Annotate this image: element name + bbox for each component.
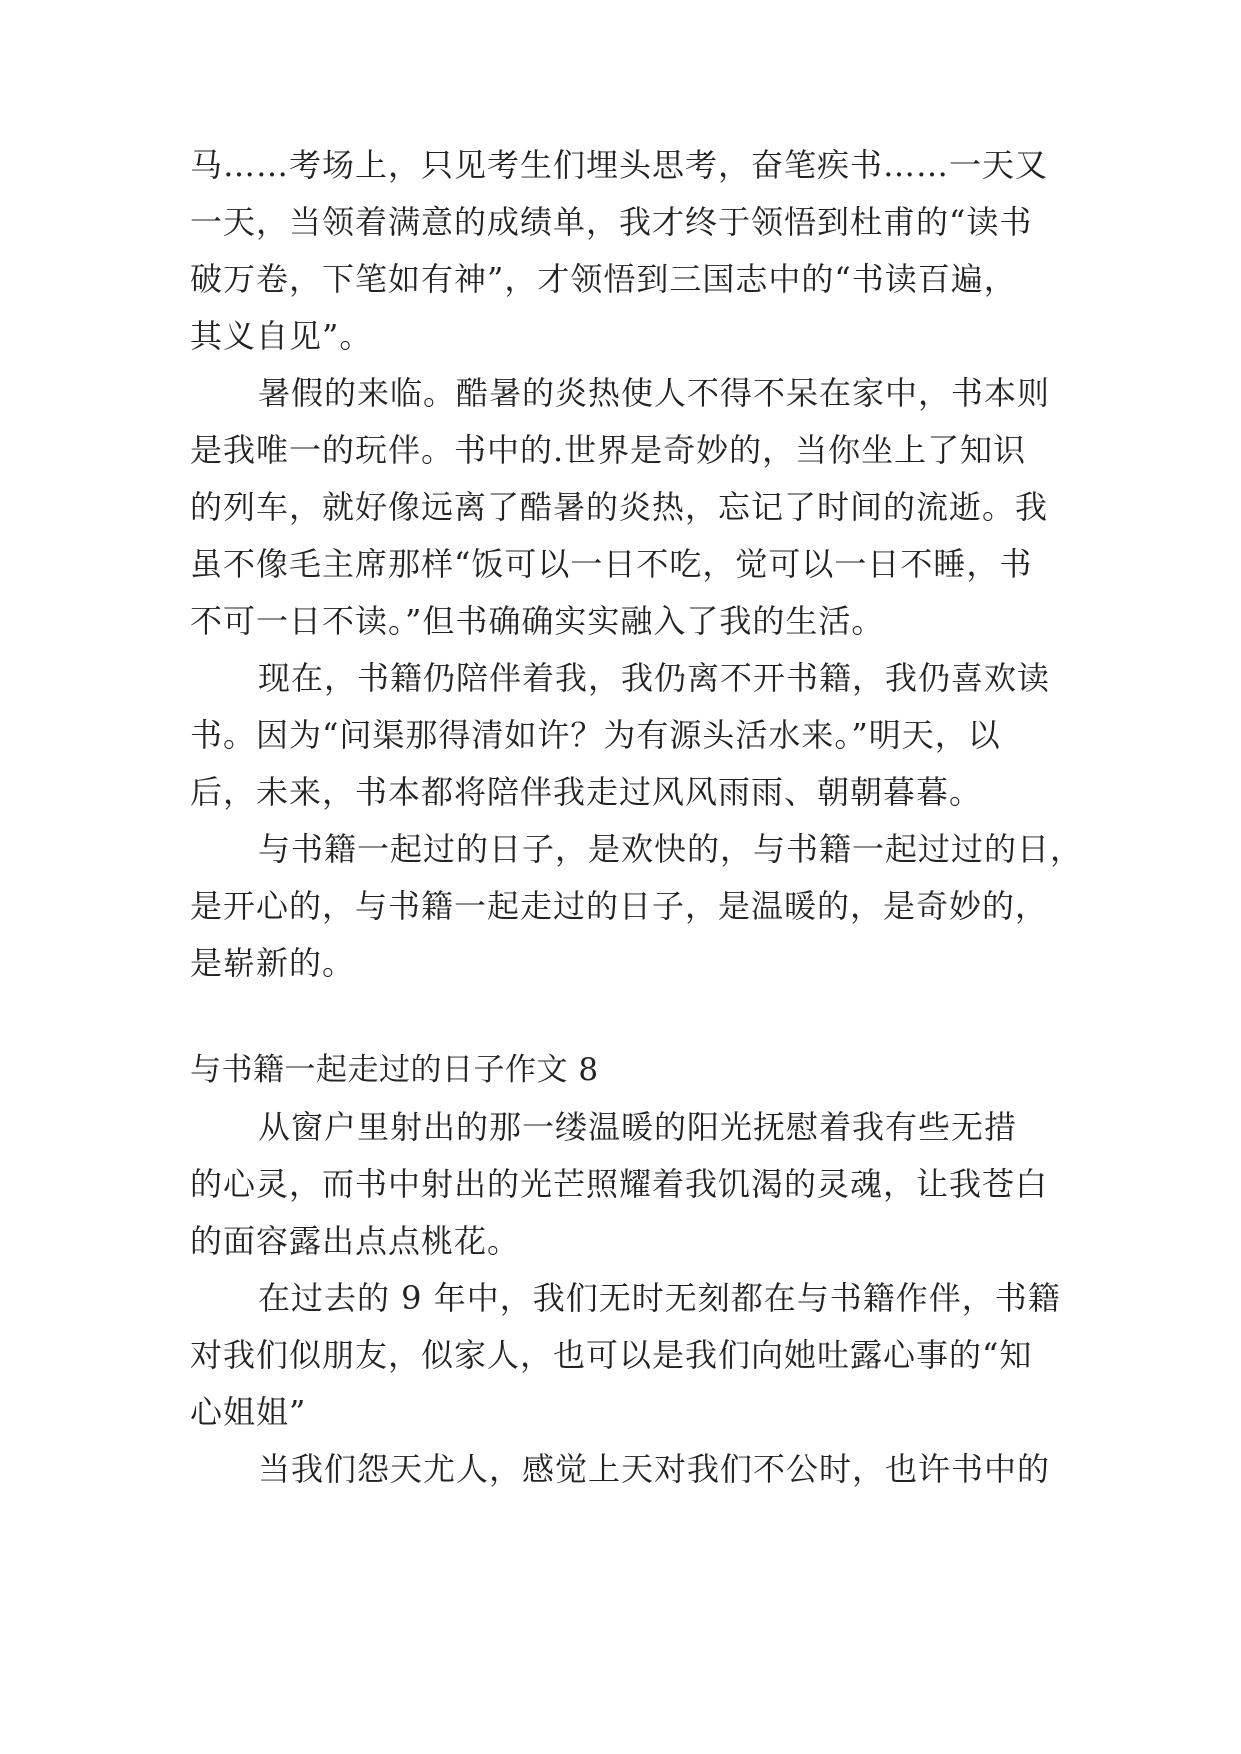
paragraph-line: 当我们怨天尤人，感觉上天对我们不公时，也许书中的 <box>258 1450 1051 1488</box>
paragraph-line: 现在，书籍仍陪伴着我，我仍离不开书籍，我仍喜欢读 <box>258 659 1051 697</box>
paragraph-line: 与书籍一起过的日子，是欢快的，与书籍一起过过的日， <box>258 830 1084 868</box>
paragraph-line: 马……考场上，只见考生们埋头思考，奋笔疾书……一天又 <box>190 146 1049 184</box>
paragraph-line: 的面容露出点点桃花。 <box>190 1222 521 1260</box>
paragraph-line: 是开心的，与书籍一起走过的日子，是温暖的，是奇妙的， <box>190 887 1049 925</box>
paragraph-line: 的列车，就好像远离了酷暑的炎热，忘记了时间的流逝。我 <box>190 488 1049 526</box>
paragraph-line: 对我们似朋友，似家人，也可以是我们向她吐露心事的“知 <box>190 1336 1033 1374</box>
paragraph-line: 其义自见”。 <box>190 317 373 355</box>
paragraph-line: 后，未来，书本都将陪伴我走过风风雨雨、朝朝暮暮。 <box>190 773 983 811</box>
paragraph-line: 是崭新的。 <box>190 944 356 982</box>
paragraph-line: 虽不像毛主席那样“饭可以一日不吃，觉可以一日不睡，书 <box>190 545 1033 583</box>
paragraph-line: 破万卷，下笔如有神”，才领悟到三国志中的“书读百遍， <box>190 260 1017 298</box>
paragraph-line: 心姐姐” <box>190 1393 307 1431</box>
paragraph-line: 从窗户里射出的那一缕温暖的阳光抚慰着我有些无措 <box>258 1108 1018 1146</box>
paragraph-line: 的心灵，而书中射出的光芒照耀着我饥渴的灵魂，让我苍白 <box>190 1165 1049 1203</box>
paragraph-line: 书。因为“问渠那得清如许？为有源头活水来。”明天，以 <box>190 716 1001 754</box>
paragraph-line: 不可一日不读。”但书确确实实融入了我的生活。 <box>190 602 885 640</box>
paragraph-line: 一天，当领着满意的成绩单，我才终于领悟到杜甫的“读书 <box>190 203 1033 241</box>
section-title: 与书籍一起走过的日子作文 8 <box>190 1052 599 1088</box>
paragraph-line: 是我唯一的玩伴。书中的.世界是奇妙的，当你坐上了知识 <box>190 431 1027 469</box>
paragraph-line: 在过去的 9 年中，我们无时无刻都在与书籍作伴，书籍 <box>258 1279 1061 1317</box>
paragraph-line: 暑假的来临。酷暑的炎热使人不得不呆在家中，书本则 <box>258 374 1051 412</box>
